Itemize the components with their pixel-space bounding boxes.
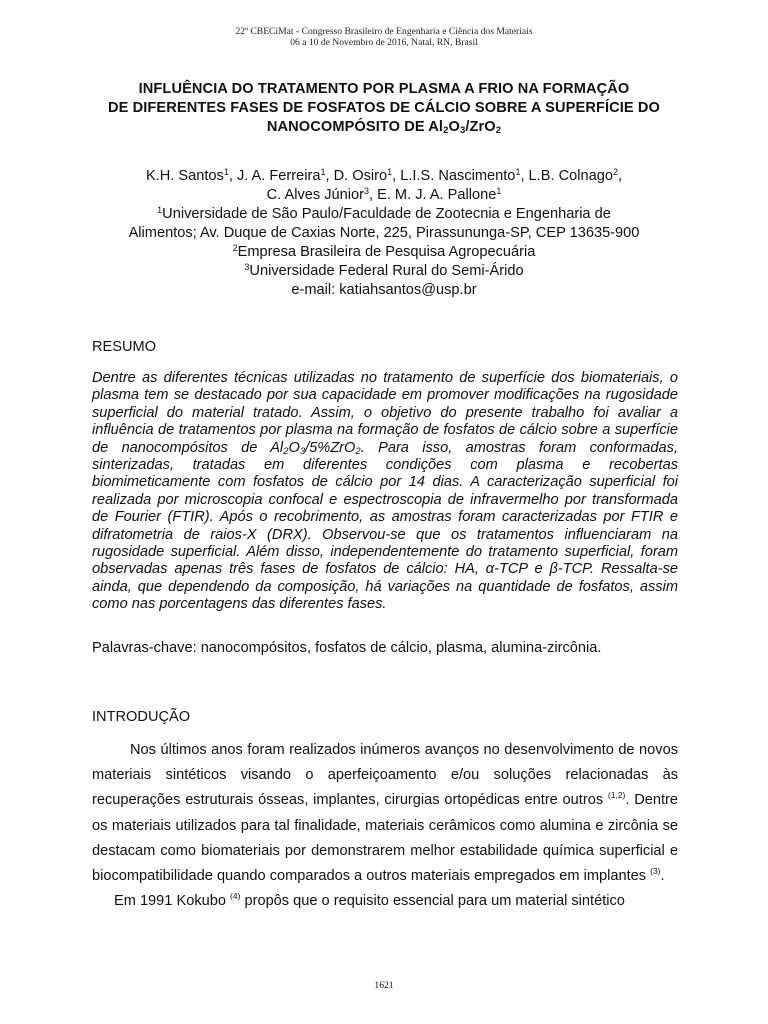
title-subscript: 2	[443, 125, 449, 136]
affiliation-3-text: Universidade Federal Rural do Semi-Árido	[249, 263, 524, 279]
author-name: , L.I.S. Nascimento	[392, 168, 516, 184]
abstract-subscript: 3	[299, 445, 306, 457]
title-line3-part: NANOCOMPÓSITO DE Al	[266, 119, 444, 135]
authors-line1: K.H. Santos$^1$, J. A. Ferreira$^1$, D. Osiro$^1$, L.I.S. Nascimento$^1$, L.B. Colnago$^2$,	[145, 167, 623, 184]
title-line3	[80, 118, 688, 140]
authors-line2	[90, 186, 678, 205]
author-name: K.H. Santos	[145, 168, 224, 184]
author-name: , J. A. Ferreira	[228, 168, 321, 184]
affiliation-marker: 2	[232, 243, 238, 253]
page-number: 1621	[374, 980, 394, 991]
conference-header	[0, 26, 768, 48]
affiliation-1-line1	[90, 205, 678, 224]
citation: (4)	[230, 891, 241, 902]
abstract-part: O	[288, 439, 300, 456]
affiliation-marker: 1	[320, 167, 326, 177]
author-name: , L.B. Colnago	[520, 168, 613, 184]
paragraph-text: .	[660, 868, 665, 885]
affiliation-marker: 1	[387, 167, 393, 177]
conference-header-line1: 22º CBECiMat - Congresso Brasileiro de Engenharia e Ciência dos Materiais	[235, 26, 533, 37]
title-line1: INFLUÊNCIA DO TRATAMENTO POR PLASMA A FRIO NA FORMAÇÃO	[138, 81, 630, 97]
author-name: , E. M. J. A. Pallone	[368, 187, 497, 203]
introducao-heading: INTRODUÇÃO	[92, 709, 191, 725]
title-subscript: 3	[459, 125, 466, 136]
abstract-part: . Para isso, amostras foram conformadas, sinterizadas, tratadas em diferentes condições com plasma e recobertas biomimeticamente com fosfatos de cálcio por 14 dias. A caracterização superficial foi realizada por microscopia confocal e espectroscopia de infravermelho por transformada de Fourier (FTIR). Após o recobrimento, as amostras foram caracterizadas por FTIR e difratometria de raios-X (DRX). Observou-se que os tratamentos influenciaram na rugosidade superficial. Além disso, independentemente do tratamento superficial, foram observadas apenas três fases de fosfatos de cálcio: HA, α-TCP e β-TCP. Ressalta-se ainda, que dependendo da composição, há variações na quantidade de fosfatos, assim como nas porcentagens das diferentes fases.	[92, 439, 678, 613]
affiliation-marker: 3	[244, 262, 250, 272]
affiliation-2	[90, 243, 678, 262]
paragraph	[92, 738, 678, 889]
paragraph-text: propôs que o requisito essencial para um material sintético	[240, 893, 625, 910]
citation: (3)	[650, 866, 661, 877]
paragraph-text: Em 1991 Kokubo	[114, 893, 231, 910]
affiliation-2-text: Empresa Brasileira de Pesquisa Agropecuária	[237, 244, 536, 260]
affiliation-marker: 2	[612, 167, 618, 177]
affiliation-marker: 1	[223, 167, 229, 177]
paragraph	[92, 889, 678, 914]
conference-header-line2: 06 a 10 de Novembro de 2016, Natal, RN, Brasil	[290, 37, 478, 48]
abstract-part: /5%ZrO	[305, 439, 356, 456]
title-line2: DE DIFERENTES FASES DE FOSFATOS DE CÁLCIO SOBRE A SUPERFÍCIE DO	[107, 100, 660, 116]
abstract-part: Dentre as diferentes técnicas utilizadas no tratamento de superfície dos biomateriais, o plasma tem se destacado por sua capacidade em promover modificações na rugosidade superficial do material tratado. Assim, o objetivo do presente trabalho foi avaliar a influência de tratamentos por plasma na formação de fosfatos de cálcio sobre a superfície de nanocompósitos de Al	[92, 370, 678, 456]
introduction-body	[92, 738, 678, 914]
title-subscript: 2	[495, 125, 502, 136]
affiliation-marker: 1	[515, 167, 521, 177]
title-line3-part: O	[448, 119, 460, 135]
citation: (1,2)	[607, 790, 626, 801]
affiliation-marker: 1	[496, 186, 502, 196]
title-line3-part: /ZrO	[465, 119, 496, 135]
affiliation-marker: 3	[363, 186, 369, 196]
affiliation-1-text: Universidade de São Paulo/Faculdade de Zootecnia e Engenharia de	[162, 206, 611, 222]
abstract-subscript: 2	[355, 445, 361, 457]
paragraph-text: . Dentre os materiais utilizados para tal finalidade, materiais cerâmicos como alumina e zircônia se destacam como biomateriais por demonstrarem melhor estabilidade química superficial e biocompatibilidade quando comparados a outros materiais empregados em implantes	[92, 792, 678, 885]
affiliation-1-line2: Alimentos; Av. Duque de Caxias Norte, 225, Pirassununga-SP, CEP 13635-900	[128, 225, 640, 241]
paper-title	[80, 80, 688, 140]
keywords: Palavras-chave: nanocompósitos, fosfatos de cálcio, plasma, alumina-zircônia.	[92, 640, 602, 656]
author-name: C. Alves Júnior	[266, 187, 364, 203]
affiliation-3	[90, 262, 678, 281]
affiliation-marker: 1	[157, 205, 163, 215]
contact-email: e-mail: katiahsantos@usp.br	[291, 282, 477, 298]
author-block	[90, 167, 678, 300]
abstract-text	[92, 370, 678, 614]
paragraph-text: Nos últimos anos foram realizados inúmeros avanços no desenvolvimento de novos materiais sintéticos visando o aperfeiçoamento e/ou soluções relacionadas às recuperações estruturais ósseas, implantes, cirurgias ortopédicas entre outros	[92, 742, 678, 809]
resumo-heading: RESUMO	[92, 339, 157, 355]
abstract-subscript: 2	[283, 445, 289, 457]
author-name: , D. Osiro	[325, 168, 388, 184]
